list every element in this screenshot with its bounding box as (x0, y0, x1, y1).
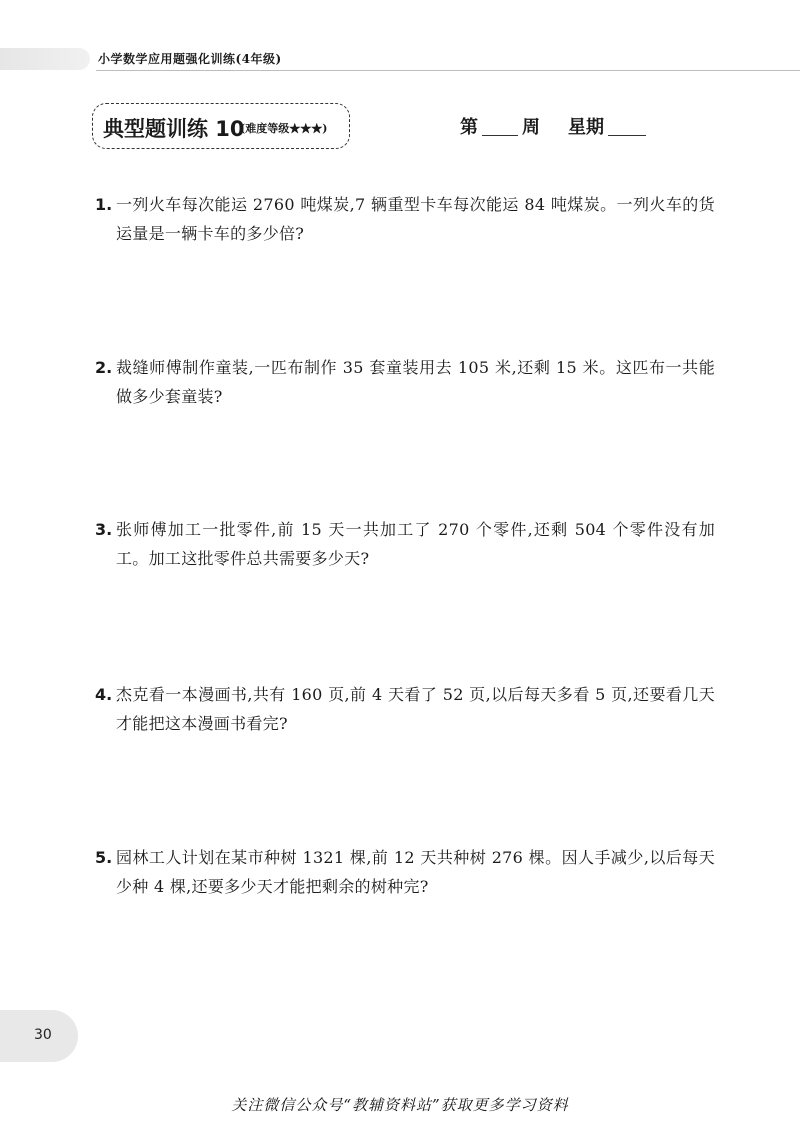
question-2 (95, 353, 715, 411)
week-label: 周 (522, 117, 540, 138)
difficulty-rating: (难度等级★★★) (240, 122, 328, 135)
weekday-label: 星期 (568, 117, 604, 138)
question-number: 2. (95, 358, 113, 377)
question-number: 1. (95, 195, 113, 214)
question-3 (95, 515, 715, 573)
weekday-blank (608, 121, 646, 136)
question-5 (95, 843, 715, 901)
question-1 (95, 190, 715, 248)
page-number: 30 (34, 1027, 52, 1043)
header-band-decoration (0, 48, 90, 70)
section-title: 典型题训练 10 (103, 117, 245, 141)
question-4 (95, 680, 715, 738)
question-text: 裁缝师傅制作童装,一匹布制作 35 套童装用去 105 米,还剩 15 米。这匹布一共能做多少套童装? (116, 358, 715, 406)
header-rule (96, 70, 800, 71)
week-prefix: 第 (460, 117, 478, 138)
footer-note: 关注微信公众号“教辅资料站”获取更多学习资料 (231, 1096, 569, 1114)
section-title-box (92, 103, 350, 149)
question-text: 园林工人计划在某市种树 1321 棵,前 12 天共种树 276 棵。因人手减少,以后每天少种 4 棵,还要多少天才能把剩余的树种完? (116, 848, 715, 896)
question-number: 5. (95, 848, 113, 867)
question-number: 4. (95, 685, 113, 704)
question-text: 张师傅加工一批零件,前 15 天一共加工了 270 个零件,还剩 504 个零件没有加工。加工这批零件总共需要多少天? (116, 520, 715, 568)
book-title: 小学数学应用题强化训练(4年级) (98, 52, 282, 66)
question-number: 3. (95, 520, 113, 539)
week-blank (482, 121, 518, 136)
question-text: 杰克看一本漫画书,共有 160 页,前 4 天看了 52 页,以后每天多看 5 页,还要看几天才能把这本漫画书看完? (116, 685, 715, 733)
running-header (0, 44, 800, 74)
question-text: 一列火车每次能运 2760 吨煤炭,7 辆重型卡车每次能运 84 吨煤炭。一列火车的货运量是一辆卡车的多少倍? (116, 195, 715, 243)
page-number-tab (0, 1010, 78, 1062)
week-day-line (460, 113, 650, 139)
